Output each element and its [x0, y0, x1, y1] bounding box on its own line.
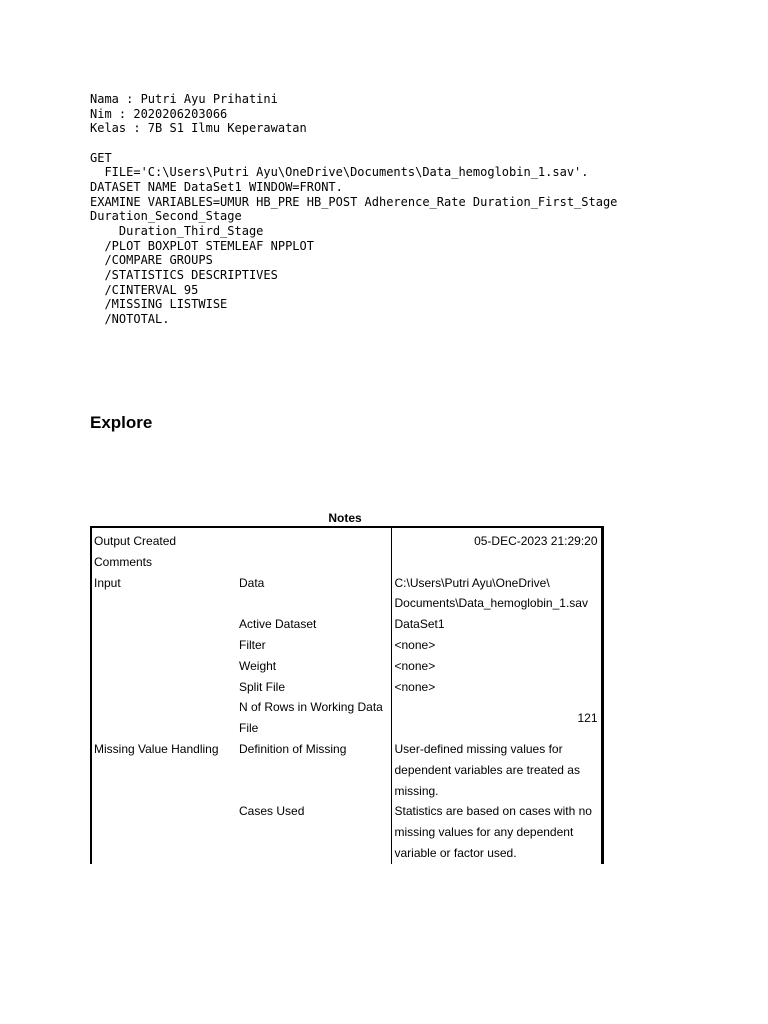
syntax-line: Kelas : 7B S1 Ilmu Keperawatan: [90, 121, 307, 136]
table-row: [91, 635, 602, 656]
row-label: Comments: [91, 552, 236, 573]
syntax-line: Nama : Putri Ayu Prihatini: [90, 92, 278, 106]
section-heading: Explore: [90, 413, 153, 432]
table-row: [91, 697, 602, 739]
syntax-line: Duration_Second_Stage: [90, 209, 242, 224]
split-file-value: <none>: [391, 677, 602, 698]
output-created-value: 05-DEC-2023 21:29:20: [391, 527, 602, 552]
syntax-line: Duration_Third_Stage: [90, 223, 264, 238]
table-row: [91, 614, 602, 635]
table-row: [91, 593, 602, 614]
table-row: [91, 656, 602, 677]
n-rows-label-line: File: [239, 721, 259, 736]
row-sublabel: Active Dataset: [239, 617, 317, 632]
row-sublabel: Data: [239, 575, 265, 590]
table-row: [91, 527, 602, 552]
row-sublabel: [236, 697, 391, 739]
data-value-cont: Documents\Data_hemoglobin_1.sav: [391, 593, 602, 614]
notes-table: [90, 526, 604, 864]
syntax-line: Nim : 2020206203066: [90, 106, 228, 121]
syntax-line: /STATISTICS DESCRIPTIVES: [90, 267, 278, 282]
row-sublabel: Weight: [239, 658, 277, 673]
syntax-line: /CINTERVAL 95: [90, 282, 199, 297]
cases-used-value: Statistics are based on cases with no missing values for any dependent variable or factor used.: [391, 801, 602, 863]
n-rows-label-line: N of Rows in Working Data: [239, 700, 383, 715]
row-sublabel: Split File: [239, 679, 286, 694]
notes-title: Notes: [328, 511, 362, 525]
table-row: [91, 552, 602, 573]
syntax-line: /PLOT BOXPLOT STEMLEAF NPPLOT: [90, 238, 314, 253]
n-rows-value: 121: [391, 697, 602, 739]
active-dataset-value: DataSet1: [391, 614, 602, 635]
definition-value: User-defined missing values for dependent variables are treated as missing.: [391, 739, 602, 801]
row-sublabel: Definition of Missing: [239, 741, 347, 756]
table-row: [91, 801, 602, 863]
syntax-line: FILE='C:\Users\Putri Ayu\OneDrive\Documents\Data_hemoglobin_1.sav'.: [90, 165, 589, 180]
syntax-line: /NOTOTAL.: [90, 311, 170, 326]
syntax-line: /MISSING LISTWISE: [90, 297, 228, 312]
syntax-line: GET: [90, 150, 112, 165]
syntax-line: /COMPARE GROUPS: [90, 253, 213, 268]
row-label: Missing Value Handling: [91, 739, 236, 801]
syntax-line: EXAMINE VARIABLES=UMUR HB_PRE HB_POST Adherence_Rate Duration_First_Stage: [90, 194, 618, 209]
row-label: Output Created: [91, 527, 236, 552]
row-label: Input: [91, 573, 236, 594]
syntax-block: [90, 92, 617, 327]
weight-value: <none>: [391, 656, 602, 677]
syntax-line: DATASET NAME DataSet1 WINDOW=FRONT.: [90, 179, 343, 194]
row-sublabel: Filter: [239, 637, 266, 652]
filter-value: <none>: [391, 635, 602, 656]
data-value: C:\Users\Putri Ayu\OneDrive\: [391, 573, 602, 594]
row-sublabel: Cases Used: [239, 804, 305, 819]
table-row: [91, 677, 602, 698]
table-row: [91, 573, 602, 594]
table-row: [91, 739, 602, 801]
